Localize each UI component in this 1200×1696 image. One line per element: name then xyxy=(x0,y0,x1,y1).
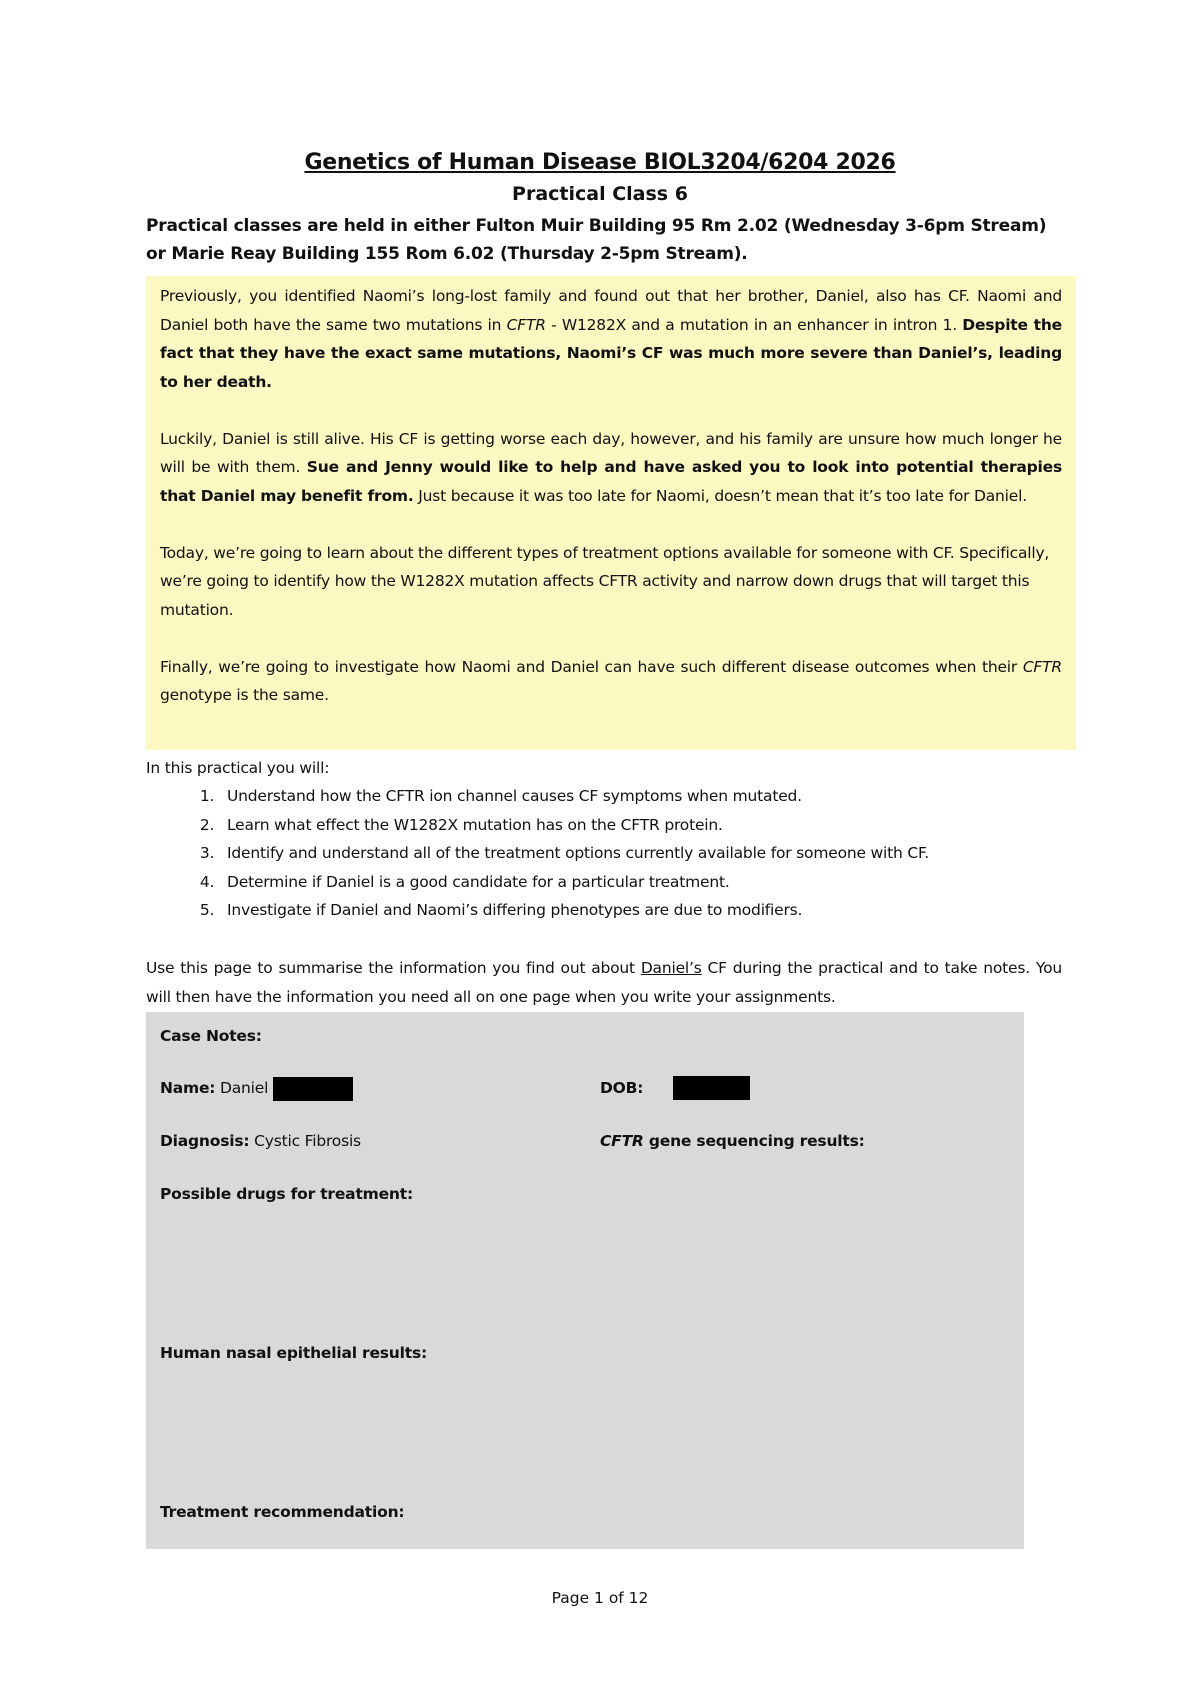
list-item: 1. Understand how the CFTR ion channel causes CF symptoms when mutated. xyxy=(219,782,1062,811)
document-subtitle: Practical Class 6 xyxy=(512,183,688,205)
case-notes-box xyxy=(146,1012,1024,1549)
case-notes-heading: Case Notes: xyxy=(160,1027,262,1045)
summary-instructions: Use this page to summarise the information you find out about Daniel’s CF during the practical and to take notes. You will then have the information you need all on one page when you write your assignments. xyxy=(146,959,1062,1006)
nasal-epithelial-label: Human nasal epithelial results: xyxy=(160,1344,427,1362)
aims-list xyxy=(146,782,1062,925)
possible-drugs-label: Possible drugs for treatment: xyxy=(160,1185,413,1203)
treatment-recommendation-label: Treatment recommendation: xyxy=(160,1503,405,1521)
scenario-box xyxy=(146,276,1076,750)
diagnosis-field: Diagnosis: Cystic Fibrosis xyxy=(160,1132,361,1150)
redacted-dob xyxy=(673,1076,750,1100)
list-item: 3. Identify and understand all of the treatment options currently available for someone with CF. xyxy=(219,839,1062,868)
scenario-paragraph-4: Finally, we’re going to investigate how Naomi and Daniel can have such different disease outcomes when their CFTR genotype is the same. xyxy=(160,657,1062,704)
list-item: 2. Learn what effect the W1282X mutation has on the CFTR protein. xyxy=(219,811,1062,840)
name-field: Name: Daniel xyxy=(160,1076,353,1101)
cftr-sequencing-label: CFTR gene sequencing results: xyxy=(600,1132,865,1150)
redacted-surname xyxy=(273,1077,353,1101)
aims-lead: In this practical you will: xyxy=(146,759,330,777)
scenario-paragraph-1: Previously, you identified Naomi’s long-lost family and found out that her brother, Daniel, also has CF. Naomi and Daniel both have the same two mutations in CFTR - W1282X and a mutation in an enhancer in intron 1. Despite the fact that they have the exact same mutations, Naomi’s CF was much more severe than Daniel’s, leading to her death. xyxy=(160,287,1062,391)
scenario-paragraph-3: Today, we’re going to learn about the different types of treatment options available for someone with CF. Specifically, we’re going to identify how the W1282X mutation affects CFTR activity and narrow down drugs that will target this mutation. xyxy=(160,543,1050,619)
list-item: 5. Investigate if Daniel and Naomi’s differing phenotypes are due to modifiers. xyxy=(219,896,1062,925)
class-location: Practical classes are held in either Fulton Muir Building 95 Rm 2.02 (Wednesday 3-6pm Stream) or Marie Reay Building 155 Rom 6.02 (Thursday 2-5pm Stream). xyxy=(146,216,1047,264)
list-item: 4. Determine if Daniel is a good candidate for a particular treatment. xyxy=(219,868,1062,897)
scenario-paragraph-2: Luckily, Daniel is still alive. His CF is getting worse each day, however, and his family are unsure how much longer he will be with them. Sue and Jenny would like to help and have asked you to look into potential therapies that Daniel may benefit from. Just because it was too late for Naomi, doesn’t mean that it’s too late for Daniel. xyxy=(160,429,1062,505)
document-title: Genetics of Human Disease BIOL3204/6204 2026 xyxy=(304,150,896,175)
dob-label: DOB: xyxy=(600,1079,644,1097)
page-number: Page 1 of 12 xyxy=(551,1589,649,1607)
